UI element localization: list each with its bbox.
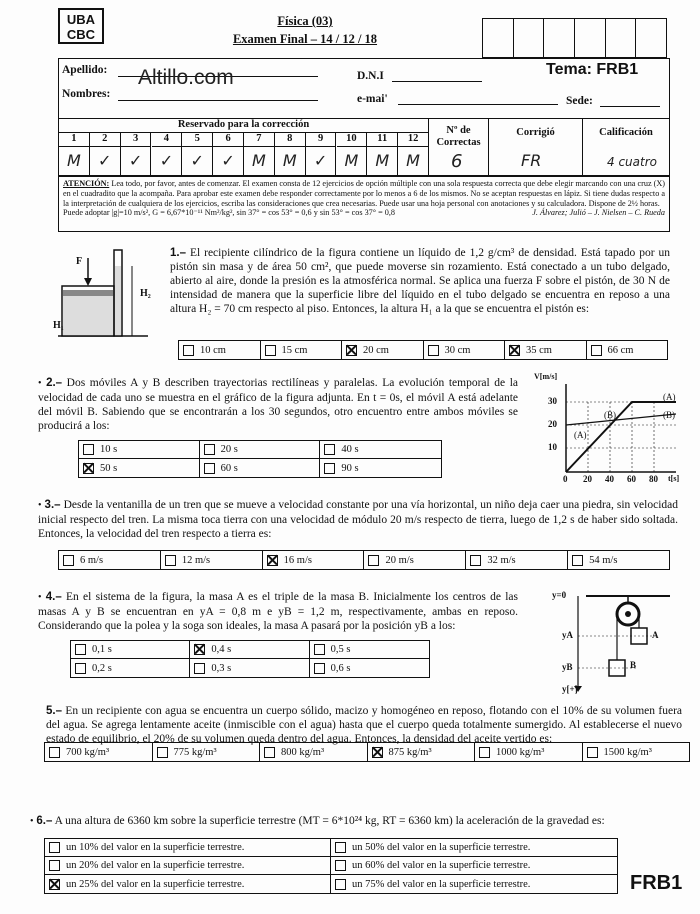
q3-text (38, 498, 678, 541)
id-cell (514, 19, 545, 57)
graph-xtick: 0 (563, 474, 568, 484)
checkbox[interactable] (83, 444, 94, 455)
checkbox-marked[interactable] (509, 345, 520, 356)
grading-question-number: 2 (90, 133, 121, 147)
q5-option[interactable] (475, 743, 583, 761)
checkbox-marked[interactable] (194, 644, 205, 655)
q6-option-label: un 20% del valor en la superficie terrestre. (66, 860, 245, 871)
footer-code: FRB1 (630, 872, 683, 894)
q5-options (44, 742, 690, 762)
bullet: • (38, 592, 42, 603)
q4-pulley-figure (556, 592, 676, 696)
q4-option[interactable] (71, 659, 190, 677)
grading-question-number: 8 (275, 133, 306, 147)
calificacion-header: Calificación (599, 127, 653, 138)
fig-mass-a-label: A (652, 630, 659, 640)
id-cell (636, 19, 666, 57)
q4-option[interactable] (310, 659, 429, 677)
attention-label: ATENCIÓN: (63, 179, 110, 188)
q1-option-label: 30 cm (444, 344, 471, 356)
grading-table (58, 118, 670, 176)
graph-xtick: 20 (583, 474, 592, 484)
fig-yaxis-label: y[+] (562, 684, 578, 694)
q5-option-label: 875 kg/m³ (388, 746, 432, 758)
q4-options (70, 640, 430, 678)
correct-count-value: 6 (451, 151, 463, 172)
q2-option-label: 20 s (220, 444, 238, 455)
q6-option-label: un 25% del valor en la superficie terrestre. (66, 878, 245, 890)
checkbox[interactable] (324, 444, 335, 455)
q4-number: 4.– (45, 591, 62, 603)
checkbox[interactable] (479, 747, 490, 758)
q6-option-label: un 50% del valor en la superficie terrestre. (352, 842, 531, 853)
q4-option-label: 0,1 s (92, 644, 112, 655)
checkbox[interactable] (63, 555, 74, 566)
dni-field[interactable] (392, 81, 482, 82)
q3-option-label: 32 m/s (487, 554, 516, 566)
q6-option[interactable] (331, 857, 617, 875)
q1-number: 1.– (170, 247, 186, 259)
id-cell (575, 19, 606, 57)
graph-series-b-label: (B) (663, 410, 675, 420)
q3-option[interactable] (364, 551, 466, 569)
q2-number: 2.– (46, 377, 63, 389)
q5-option[interactable] (45, 743, 153, 761)
q4-option-label: 0,4 s (211, 644, 232, 655)
q1-option[interactable] (505, 341, 587, 359)
constants-text: Puede adoptar |g|=10 m/s², G = 6,67*10⁻¹¹ Nm²/kg², sin 37° = cos 53° = 0,6 y sin 53° = cos 37° = 0,8 (63, 208, 395, 218)
q6-option[interactable] (331, 839, 617, 857)
q2-option[interactable] (79, 459, 200, 477)
checkbox[interactable] (572, 555, 583, 566)
q3-option[interactable] (59, 551, 161, 569)
q5-number: 5.– (46, 705, 62, 717)
checkbox[interactable] (204, 463, 215, 474)
reserved-header: Reservado para la corrección (59, 119, 429, 133)
q5-option-label: 1500 kg/m³ (603, 746, 652, 758)
q2-option[interactable] (79, 441, 200, 459)
graph-xlabel: t[s] (668, 474, 680, 483)
q2-option[interactable] (200, 459, 321, 477)
course-title: Física (03) (277, 14, 333, 28)
q6-option[interactable] (45, 839, 331, 857)
fig-h2-label: H₂ (140, 288, 151, 299)
q3-options (58, 550, 670, 570)
q1-option-label: 10 cm (200, 344, 226, 356)
bullet: • (38, 378, 42, 389)
graph-series-b-label-2: (B) (604, 410, 616, 420)
q5-option-label: 800 kg/m³ (281, 746, 325, 758)
q1-option-label: 66 cm (607, 344, 634, 356)
q4-text (38, 590, 518, 633)
id-cell (483, 19, 514, 57)
logo-line-2: CBC (66, 27, 96, 42)
q5-option-label: 1000 kg/m³ (496, 746, 545, 758)
grading-mark: M (367, 147, 398, 175)
grading-question-number: 11 (367, 133, 398, 147)
q2-options (78, 440, 442, 478)
checkbox[interactable] (49, 860, 60, 871)
checkbox-marked[interactable] (372, 747, 383, 758)
fig-yb-label: yB (562, 662, 573, 672)
q2-option-label: 10 s (100, 444, 118, 455)
grading-question-number: 12 (398, 133, 429, 147)
corrigio-header: Corrigió (489, 119, 583, 175)
q5-option-label: 775 kg/m³ (173, 746, 217, 758)
q3-statement: Desde la ventanilla de un tren que se mueve a velocidad constante por una vía horizontal, un niño deja caer una piedra, sin velocidad inicial respecto del tren. La misma toca tierra con una velocidad de módulo 20 m/s respecto de tierra, luego de 1,2 s de haber sido soltada. Entonces, la velocidad del tren respecto a tierra es: (38, 499, 678, 540)
q6-option[interactable] (45, 857, 331, 875)
q2-option[interactable] (200, 441, 321, 459)
checkbox[interactable] (75, 663, 86, 674)
graph-ylabel: V[m/s] (534, 372, 558, 381)
force-arrowhead (84, 278, 92, 286)
q1-option-label: 15 cm (281, 344, 308, 356)
q3-option[interactable] (263, 551, 365, 569)
q5-statement: En un recipiente con agua se encuentra un cuerpo sólido, macizo y homogéneo en reposo, flotando con el 10% de su volumen fuera del agua. Se agrega lentamente aceite (inmiscible con el agua) hasta que el cuerpo queda totalmente sumergido. Al establecerse el nuevo estado de equilibrio, el 20% de su volumen queda dentro del agua. Entonces, la densidad del aceite vertido es: (46, 705, 683, 745)
q6-statement: A una altura de 6360 km sobre la superficie terrestre (MT = 6*10²⁴ kg, RT = 6360 km) la aceleración de la gravedad es: (54, 815, 605, 827)
grading-mark: ✓ (306, 147, 337, 175)
uba-cbc-logo (58, 8, 104, 44)
checkbox[interactable] (368, 555, 379, 566)
q3-option-label: 6 m/s (80, 554, 104, 566)
checkbox-marked[interactable] (346, 345, 357, 356)
q5-option[interactable] (368, 743, 476, 761)
id-cell (606, 19, 637, 57)
checkbox[interactable] (49, 747, 60, 758)
correct-label-2: Correctas (436, 137, 481, 148)
q4-option[interactable] (190, 659, 309, 677)
q2-option[interactable] (320, 441, 441, 459)
q1-option[interactable] (179, 341, 261, 359)
grading-mark: M (398, 147, 429, 175)
grading-question-number: 3 (121, 133, 152, 147)
checkbox[interactable] (470, 555, 481, 566)
attention-box (58, 176, 670, 232)
graph-ytick: 20 (548, 419, 557, 429)
grading-mark: ✓ (182, 147, 213, 175)
q3-option[interactable] (161, 551, 263, 569)
tube-liquid (115, 266, 121, 336)
q2-velocity-graph (526, 374, 686, 490)
pulley-axle (625, 611, 631, 617)
graph-ytick: 10 (548, 442, 557, 452)
fig-f-label: F (76, 256, 83, 267)
grading-question-number: 7 (244, 133, 275, 147)
q3-number: 3.– (44, 499, 61, 511)
q3-option-label: 20 m/s (385, 554, 414, 566)
q6-option[interactable] (331, 875, 617, 893)
q2-option-label: 40 s (341, 444, 359, 455)
q6-option-label: un 75% del valor en la superficie terrestre. (352, 878, 531, 890)
checkbox[interactable] (587, 747, 598, 758)
q4-option-label: 0,2 s (92, 662, 112, 674)
attention-text: Lea todo, por favor, antes de comenzar. El examen consta de 12 ejercicios de opción múltiple con una sola respuesta correcta que debe elegir marcando con una cruz (X) en el cuadradito que la acompaña. Para aprobar este examen debe responder correctamente por lo menos a 6 de los mismos. No se aceptan respuestas en lápiz. Si tiene dudas respecto a la interpretación de cualquiera de los ejercicios, escriba las consideraciones que crea necesarias. Puede usar una hoja personal con anotaciones y su calculadora. Dispone de 2½ horas. (63, 179, 666, 208)
q2-option-label: 50 s (100, 462, 118, 474)
graph-series-a-label-2: (A) (574, 430, 587, 440)
q5-option[interactable] (260, 743, 368, 761)
q5-option[interactable] (153, 743, 261, 761)
corrigio-value: FR (521, 151, 542, 170)
correct-label-1: Nº de (446, 125, 471, 136)
checkbox[interactable] (49, 842, 60, 853)
checkbox-marked[interactable] (83, 463, 94, 474)
q5-text (46, 704, 682, 746)
checkbox[interactable] (314, 663, 325, 674)
checkbox[interactable] (264, 747, 275, 758)
q6-option-label: un 10% del valor en la superficie terrestre. (66, 842, 245, 853)
id-cells (482, 18, 667, 58)
checkbox-marked[interactable] (49, 879, 60, 890)
email-label: e-mai' (357, 93, 388, 105)
q6-option[interactable] (45, 875, 331, 893)
authors-text: J. Álvarez; Julió – J. Nielsen – C. Rueda (532, 208, 665, 218)
grading-mark: ✓ (152, 147, 183, 175)
checkbox[interactable] (204, 444, 215, 455)
q2-option-label: 90 s (341, 462, 359, 474)
grading-mark: ✓ (121, 147, 152, 175)
grading-question-number: 6 (213, 133, 244, 147)
grading-mark: M (244, 147, 275, 175)
logo-line-1: UBA (66, 12, 96, 27)
q6-number: 6.– (36, 815, 53, 827)
grading-question-number: 1 (59, 133, 90, 147)
bullet: • (30, 816, 34, 827)
piston (63, 290, 113, 296)
q1-option-label: 20 cm (363, 344, 389, 356)
fig-mass-b-label: B (630, 660, 637, 670)
bullet: • (38, 500, 42, 511)
q3-option-label: 54 m/s (589, 554, 618, 566)
q3-option-label: 12 m/s (181, 554, 211, 566)
q4-statement: En el sistema de la figura, la masa A es el triple de la masa B. Inicialmente los centros de las masas A y B se encuentran en yA = 0,8 m e yB = 1,2 m, respectivamente, ambas en reposo. Considerando que la polea y la soga son ideales, la masa A pasará por la posición yB a los: (38, 591, 519, 632)
grading-mark: ✓ (213, 147, 244, 175)
checkbox[interactable] (157, 747, 168, 758)
q4-option[interactable] (310, 641, 429, 659)
sede-field[interactable] (600, 106, 660, 107)
checkbox[interactable] (314, 644, 325, 655)
grading-mark: M (59, 147, 90, 175)
grading-question-number: 4 (152, 133, 183, 147)
graph-xtick: 80 (649, 474, 658, 484)
fig-ya-label: yA (562, 630, 573, 640)
grading-question-number: 10 (337, 133, 368, 147)
q2-text (38, 376, 518, 433)
q6-text (30, 814, 690, 829)
checkbox[interactable] (591, 345, 602, 356)
q4-option[interactable] (71, 641, 190, 659)
fig-h1-label: H₁ (53, 320, 64, 331)
email-field[interactable] (398, 104, 558, 105)
checkbox[interactable] (194, 663, 205, 674)
graph-xtick: 40 (605, 474, 614, 484)
q4-option-label: 0,3 s (211, 662, 232, 674)
graph-series-a-label: (A) (663, 392, 676, 402)
q5-option[interactable] (583, 743, 690, 761)
q1-text (170, 246, 670, 316)
apellido-label: Apellido: (62, 64, 108, 76)
checkbox[interactable] (335, 842, 346, 853)
checkbox[interactable] (265, 345, 276, 356)
q6-option-label: un 60% del valor en la superficie terrestre. (352, 860, 531, 871)
checkbox[interactable] (75, 644, 86, 655)
calificacion-value: 4 cuatro (607, 155, 657, 169)
q4-option-label: 0,5 s (330, 644, 351, 655)
q1-option[interactable] (587, 341, 668, 359)
nombres-field[interactable] (118, 100, 318, 101)
q1-option[interactable] (261, 341, 343, 359)
liquid (63, 296, 113, 336)
checkbox-marked[interactable] (267, 555, 278, 566)
q3-option[interactable] (466, 551, 568, 569)
q4-option-label: 0,6 s (330, 662, 351, 674)
graph-xtick: 60 (627, 474, 636, 484)
graph-ytick: 30 (548, 396, 557, 406)
fig-y0-label: y=0 (552, 590, 567, 600)
grading-mark: M (275, 147, 306, 175)
q6-options (44, 838, 618, 894)
sede-label: Sede: (566, 95, 593, 107)
q3-option-label: 16 m/s (283, 554, 312, 566)
nombres-label: Nombres: (62, 88, 111, 100)
id-cell (544, 19, 575, 57)
q2-statement: Dos móviles A y B describen trayectorias rectilíneas y paralelas. La evolución temporal de la velocidad de cada uno se muestra en el gráfico de la figura adjunta. En t = 0s, el móvil A está adelante del móvil B. Sabiendo que se encontrarán a los 30 segundos, otro encuentro entre ambos móviles se producirá a los: (38, 377, 519, 432)
grading-mark: ✓ (90, 147, 121, 175)
checkbox[interactable] (183, 345, 194, 356)
checkbox[interactable] (324, 463, 335, 474)
checkbox[interactable] (165, 555, 176, 566)
checkbox[interactable] (428, 345, 439, 356)
series-b-line (566, 414, 676, 425)
grading-mark: M (337, 147, 368, 175)
q2-option-label: 60 s (220, 462, 238, 474)
dni-label: D.N.I (357, 70, 384, 82)
q3-option[interactable] (568, 551, 669, 569)
grading-question-number: 5 (182, 133, 213, 147)
q2-option[interactable] (320, 459, 441, 477)
tema-label: Tema: FRB1 (546, 61, 639, 78)
q1-option[interactable] (424, 341, 506, 359)
q1-statement: El recipiente cilíndrico de la figura contiene un líquido de 1,2 g/cm³ de densidad. Está tapado por un pistón sin masa y de área 50 cm², que puede moverse sin rozamiento. Está conectado a un tubo delgado, abierto al aire, donde la presión es la atmosférica normal. Se aplica una fuerza F sobre el pistón, de 30 N de intensidad de manera que la superficie libre del líquido en el tubo delgado se encuentra en reposo a una altura H₂ = 70 cm respecto al piso. Entonces, la altura H₁ a la que se encuentra el pistón es: (170, 247, 670, 315)
q1-option-label: 35 cm (526, 344, 552, 356)
q4-option[interactable] (190, 641, 309, 659)
q5-option-label: 700 kg/m³ (66, 746, 110, 758)
checkbox[interactable] (335, 879, 346, 890)
q1-options (178, 340, 668, 360)
watermark: Altillo.com (138, 66, 234, 89)
checkbox[interactable] (335, 860, 346, 871)
q1-option[interactable] (342, 341, 424, 359)
grading-question-number: 9 (306, 133, 337, 147)
exam-title: Examen Final – 14 / 12 / 18 (232, 32, 378, 46)
